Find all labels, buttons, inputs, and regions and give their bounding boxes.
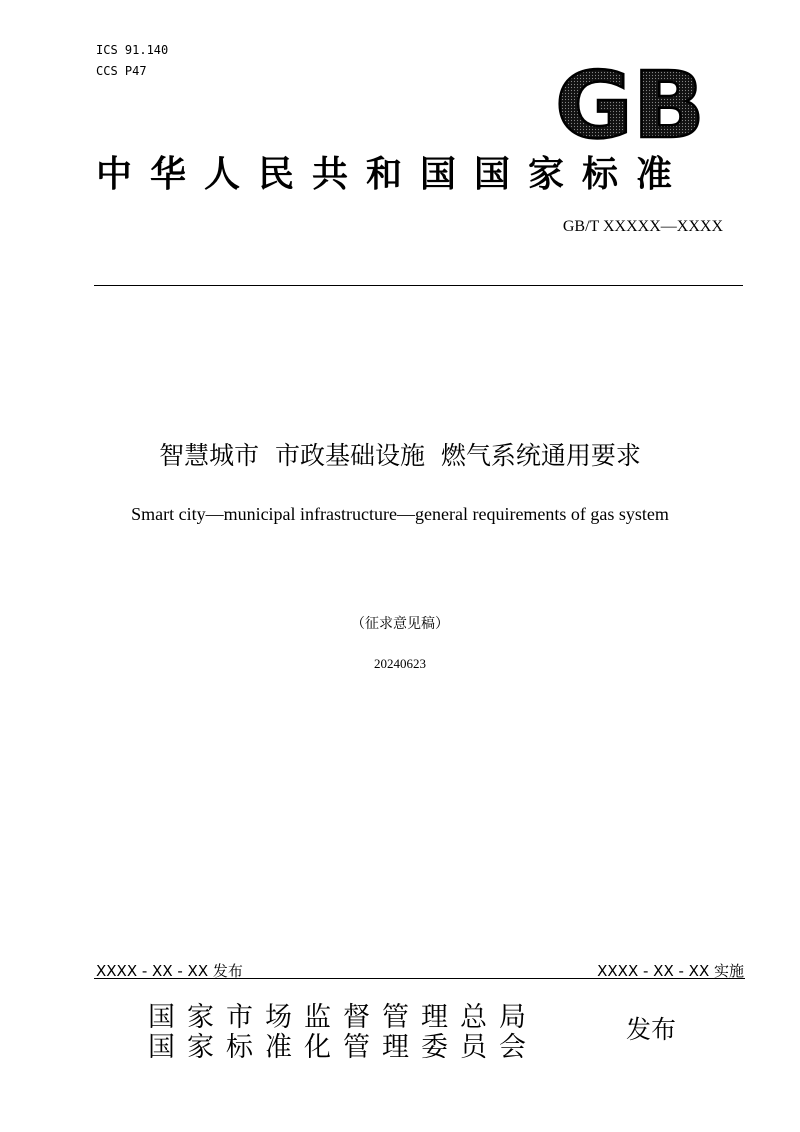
gb-logo-text: GB: [555, 62, 705, 144]
gb-logo: [552, 62, 708, 144]
national-standard-title: 中华人民共和国国家标准: [96, 154, 691, 195]
classification-codes: [96, 40, 168, 82]
document-title-chinese: 智慧城市 市政基础设施 燃气系统通用要求: [159, 441, 641, 470]
standard-number: GB/T XXXXX—XXXX: [562, 218, 723, 235]
issuer-samr: 国家市场监督管理总局: [148, 1002, 538, 1033]
ccs-code: CCS P47: [96, 64, 147, 78]
document-title-english: Smart city—municipal infrastructure—general requirements of gas system: [131, 504, 669, 524]
publish-label: 发布: [626, 1015, 677, 1044]
draft-date: 20240623: [374, 656, 426, 671]
issuer-sac: 国家标准化管理委员会: [148, 1032, 538, 1063]
footer-divider: [94, 978, 745, 979]
issue-date: XXXX - XX - XX 发布: [96, 962, 243, 980]
ics-code: ICS 91.140: [96, 43, 169, 57]
implementation-date: XXXX - XX - XX 实施: [597, 962, 744, 980]
draft-status: （征求意见稿）: [351, 616, 449, 632]
header-divider: [94, 285, 743, 286]
